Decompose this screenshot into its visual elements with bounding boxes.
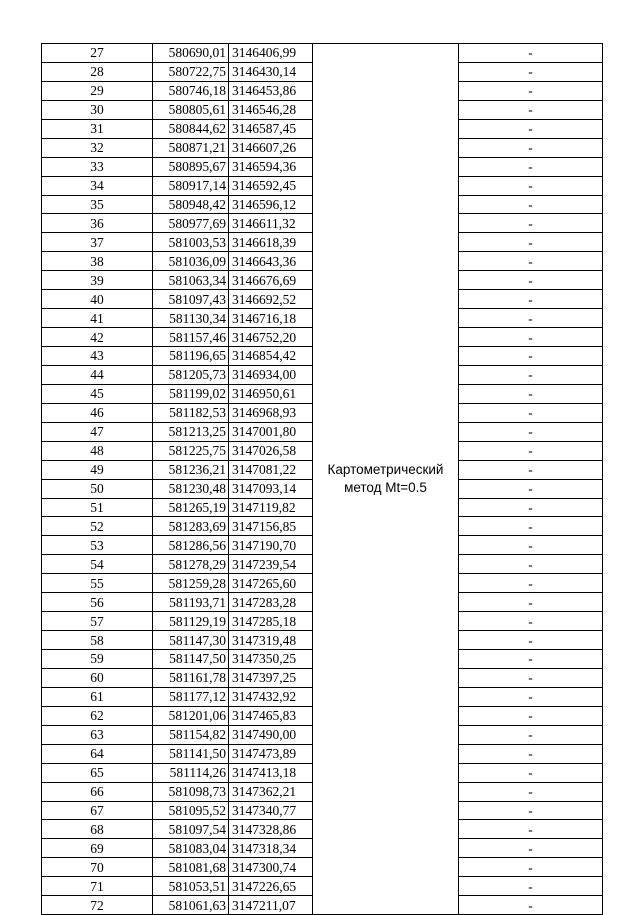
point-number-cell: 31 <box>42 119 153 138</box>
point-number-cell: 63 <box>42 725 153 744</box>
point-number-cell: 58 <box>42 631 153 650</box>
point-number-cell: 64 <box>42 744 153 763</box>
y-coordinate-cell: 3147328,86 <box>229 820 313 839</box>
point-number-cell: 45 <box>42 384 153 403</box>
x-coordinate-cell: 581130,34 <box>153 309 229 328</box>
y-coordinate-cell: 3147473,89 <box>229 744 313 763</box>
y-coordinate-cell: 3147190,70 <box>229 536 313 555</box>
x-coordinate-cell: 581161,78 <box>153 668 229 687</box>
point-number-cell: 52 <box>42 517 153 536</box>
description-cell: - <box>459 252 603 271</box>
x-coordinate-cell: 581147,30 <box>153 631 229 650</box>
description-cell: - <box>459 62 603 81</box>
y-coordinate-cell: 3147285,18 <box>229 612 313 631</box>
point-number-cell: 36 <box>42 214 153 233</box>
point-number-cell: 34 <box>42 176 153 195</box>
x-coordinate-cell: 581177,12 <box>153 687 229 706</box>
x-coordinate-cell: 580871,21 <box>153 138 229 157</box>
x-coordinate-cell: 580746,18 <box>153 81 229 100</box>
y-coordinate-cell: 3147283,28 <box>229 593 313 612</box>
x-coordinate-cell: 581236,21 <box>153 460 229 479</box>
point-number-cell: 56 <box>42 593 153 612</box>
description-cell: - <box>459 782 603 801</box>
x-coordinate-cell: 581063,34 <box>153 271 229 290</box>
y-coordinate-cell: 3146643,36 <box>229 252 313 271</box>
point-number-cell: 28 <box>42 62 153 81</box>
point-number-cell: 53 <box>42 536 153 555</box>
description-cell: - <box>459 706 603 725</box>
x-coordinate-cell: 581083,04 <box>153 839 229 858</box>
point-number-cell: 70 <box>42 858 153 877</box>
x-coordinate-cell: 581199,02 <box>153 384 229 403</box>
y-coordinate-cell: 3146692,52 <box>229 290 313 309</box>
point-number-cell: 48 <box>42 441 153 460</box>
description-cell: - <box>459 801 603 820</box>
y-coordinate-cell: 3146594,36 <box>229 157 313 176</box>
description-cell: - <box>459 176 603 195</box>
y-coordinate-cell: 3146934,00 <box>229 365 313 384</box>
description-cell: - <box>459 365 603 384</box>
x-coordinate-cell: 581213,25 <box>153 422 229 441</box>
point-number-cell: 35 <box>42 195 153 214</box>
point-number-cell: 50 <box>42 479 153 498</box>
description-cell: - <box>459 328 603 347</box>
description-cell: - <box>459 839 603 858</box>
x-coordinate-cell: 580977,69 <box>153 214 229 233</box>
x-coordinate-cell: 581081,68 <box>153 858 229 877</box>
x-coordinate-cell: 581157,46 <box>153 328 229 347</box>
description-cell: - <box>459 422 603 441</box>
y-coordinate-cell: 3147211,07 <box>229 896 313 915</box>
description-cell: - <box>459 384 603 403</box>
point-number-cell: 72 <box>42 896 153 915</box>
y-coordinate-cell: 3146752,20 <box>229 328 313 347</box>
description-cell: - <box>459 479 603 498</box>
description-cell: - <box>459 403 603 422</box>
point-number-cell: 51 <box>42 498 153 517</box>
y-coordinate-cell: 3146587,45 <box>229 119 313 138</box>
y-coordinate-cell: 3147300,74 <box>229 858 313 877</box>
y-coordinate-cell: 3147119,82 <box>229 498 313 517</box>
x-coordinate-cell: 580805,61 <box>153 100 229 119</box>
point-number-cell: 57 <box>42 612 153 631</box>
description-cell: - <box>459 668 603 687</box>
description-cell: - <box>459 157 603 176</box>
y-coordinate-cell: 3147397,25 <box>229 668 313 687</box>
x-coordinate-cell: 581114,26 <box>153 763 229 782</box>
point-number-cell: 71 <box>42 877 153 896</box>
description-cell: - <box>459 44 603 63</box>
description-cell: - <box>459 820 603 839</box>
description-cell: - <box>459 650 603 669</box>
method-cell: Картометрический метод Mt=0.5 <box>313 44 459 915</box>
description-cell: - <box>459 896 603 915</box>
y-coordinate-cell: 3147432,92 <box>229 687 313 706</box>
y-coordinate-cell: 3147319,48 <box>229 631 313 650</box>
point-number-cell: 61 <box>42 687 153 706</box>
description-cell: - <box>459 612 603 631</box>
x-coordinate-cell: 581230,48 <box>153 479 229 498</box>
y-coordinate-cell: 3147413,18 <box>229 763 313 782</box>
y-coordinate-cell: 3146611,32 <box>229 214 313 233</box>
y-coordinate-cell: 3146430,14 <box>229 62 313 81</box>
x-coordinate-cell: 581265,19 <box>153 498 229 517</box>
description-cell: - <box>459 555 603 574</box>
x-coordinate-cell: 581095,52 <box>153 801 229 820</box>
description-cell: - <box>459 763 603 782</box>
y-coordinate-cell: 3147081,22 <box>229 460 313 479</box>
point-number-cell: 37 <box>42 233 153 252</box>
y-coordinate-cell: 3146592,45 <box>229 176 313 195</box>
x-coordinate-cell: 580895,67 <box>153 157 229 176</box>
x-coordinate-cell: 581097,43 <box>153 290 229 309</box>
description-cell: - <box>459 441 603 460</box>
y-coordinate-cell: 3147093,14 <box>229 479 313 498</box>
x-coordinate-cell: 581154,82 <box>153 725 229 744</box>
y-coordinate-cell: 3147026,58 <box>229 441 313 460</box>
description-cell: - <box>459 631 603 650</box>
point-number-cell: 32 <box>42 138 153 157</box>
x-coordinate-cell: 581193,71 <box>153 593 229 612</box>
description-cell: - <box>459 744 603 763</box>
point-number-cell: 46 <box>42 403 153 422</box>
point-number-cell: 55 <box>42 574 153 593</box>
y-coordinate-cell: 3146676,69 <box>229 271 313 290</box>
y-coordinate-cell: 3147340,77 <box>229 801 313 820</box>
x-coordinate-cell: 580917,14 <box>153 176 229 195</box>
point-number-cell: 66 <box>42 782 153 801</box>
description-cell: - <box>459 309 603 328</box>
y-coordinate-cell: 3147239,54 <box>229 555 313 574</box>
x-coordinate-cell: 580844,62 <box>153 119 229 138</box>
y-coordinate-cell: 3147490,00 <box>229 725 313 744</box>
point-number-cell: 33 <box>42 157 153 176</box>
point-number-cell: 44 <box>42 365 153 384</box>
x-coordinate-cell: 581129,19 <box>153 612 229 631</box>
x-coordinate-cell: 581283,69 <box>153 517 229 536</box>
description-cell: - <box>459 460 603 479</box>
x-coordinate-cell: 581141,50 <box>153 744 229 763</box>
y-coordinate-cell: 3147362,21 <box>229 782 313 801</box>
description-cell: - <box>459 195 603 214</box>
point-number-cell: 59 <box>42 650 153 669</box>
y-coordinate-cell: 3146968,93 <box>229 403 313 422</box>
description-cell: - <box>459 517 603 536</box>
y-coordinate-cell: 3146950,61 <box>229 384 313 403</box>
point-number-cell: 42 <box>42 328 153 347</box>
point-number-cell: 43 <box>42 347 153 366</box>
description-cell: - <box>459 498 603 517</box>
y-coordinate-cell: 3146453,86 <box>229 81 313 100</box>
x-coordinate-cell: 581147,50 <box>153 650 229 669</box>
description-cell: - <box>459 858 603 877</box>
point-number-cell: 69 <box>42 839 153 858</box>
x-coordinate-cell: 581036,09 <box>153 252 229 271</box>
point-number-cell: 30 <box>42 100 153 119</box>
x-coordinate-cell: 581098,73 <box>153 782 229 801</box>
y-coordinate-cell: 3146607,26 <box>229 138 313 157</box>
x-coordinate-cell: 581201,06 <box>153 706 229 725</box>
point-number-cell: 60 <box>42 668 153 687</box>
description-cell: - <box>459 593 603 612</box>
y-coordinate-cell: 3147156,85 <box>229 517 313 536</box>
x-coordinate-cell: 581196,65 <box>153 347 229 366</box>
y-coordinate-cell: 3147265,60 <box>229 574 313 593</box>
point-number-cell: 39 <box>42 271 153 290</box>
point-number-cell: 65 <box>42 763 153 782</box>
description-cell: - <box>459 877 603 896</box>
x-coordinate-cell: 581286,56 <box>153 536 229 555</box>
x-coordinate-cell: 581053,51 <box>153 877 229 896</box>
description-cell: - <box>459 100 603 119</box>
description-cell: - <box>459 271 603 290</box>
y-coordinate-cell: 3147465,83 <box>229 706 313 725</box>
description-cell: - <box>459 574 603 593</box>
x-coordinate-cell: 581225,75 <box>153 441 229 460</box>
y-coordinate-cell: 3146716,18 <box>229 309 313 328</box>
y-coordinate-cell: 3147001,80 <box>229 422 313 441</box>
y-coordinate-cell: 3146854,42 <box>229 347 313 366</box>
description-cell: - <box>459 233 603 252</box>
y-coordinate-cell: 3146406,99 <box>229 44 313 63</box>
description-cell: - <box>459 536 603 555</box>
point-number-cell: 67 <box>42 801 153 820</box>
description-cell: - <box>459 214 603 233</box>
x-coordinate-cell: 581259,28 <box>153 574 229 593</box>
description-cell: - <box>459 81 603 100</box>
y-coordinate-cell: 3147318,34 <box>229 839 313 858</box>
point-number-cell: 41 <box>42 309 153 328</box>
description-cell: - <box>459 347 603 366</box>
description-cell: - <box>459 687 603 706</box>
point-number-cell: 27 <box>42 44 153 63</box>
y-coordinate-cell: 3147350,25 <box>229 650 313 669</box>
y-coordinate-cell: 3146618,39 <box>229 233 313 252</box>
point-number-cell: 54 <box>42 555 153 574</box>
y-coordinate-cell: 3146546,28 <box>229 100 313 119</box>
description-cell: - <box>459 138 603 157</box>
x-coordinate-cell: 581003,53 <box>153 233 229 252</box>
x-coordinate-cell: 581061,63 <box>153 896 229 915</box>
point-number-cell: 62 <box>42 706 153 725</box>
y-coordinate-cell: 3147226,65 <box>229 877 313 896</box>
x-coordinate-cell: 581205,73 <box>153 365 229 384</box>
x-coordinate-cell: 581182,53 <box>153 403 229 422</box>
table-row <box>42 44 603 63</box>
description-cell: - <box>459 290 603 309</box>
coordinates-table-body <box>42 44 603 915</box>
coordinates-table <box>41 43 603 915</box>
x-coordinate-cell: 580722,75 <box>153 62 229 81</box>
point-number-cell: 38 <box>42 252 153 271</box>
point-number-cell: 29 <box>42 81 153 100</box>
x-coordinate-cell: 580948,42 <box>153 195 229 214</box>
point-number-cell: 49 <box>42 460 153 479</box>
point-number-cell: 68 <box>42 820 153 839</box>
point-number-cell: 47 <box>42 422 153 441</box>
x-coordinate-cell: 581278,29 <box>153 555 229 574</box>
y-coordinate-cell: 3146596,12 <box>229 195 313 214</box>
description-cell: - <box>459 725 603 744</box>
x-coordinate-cell: 581097,54 <box>153 820 229 839</box>
description-cell: - <box>459 119 603 138</box>
x-coordinate-cell: 580690,01 <box>153 44 229 63</box>
point-number-cell: 40 <box>42 290 153 309</box>
